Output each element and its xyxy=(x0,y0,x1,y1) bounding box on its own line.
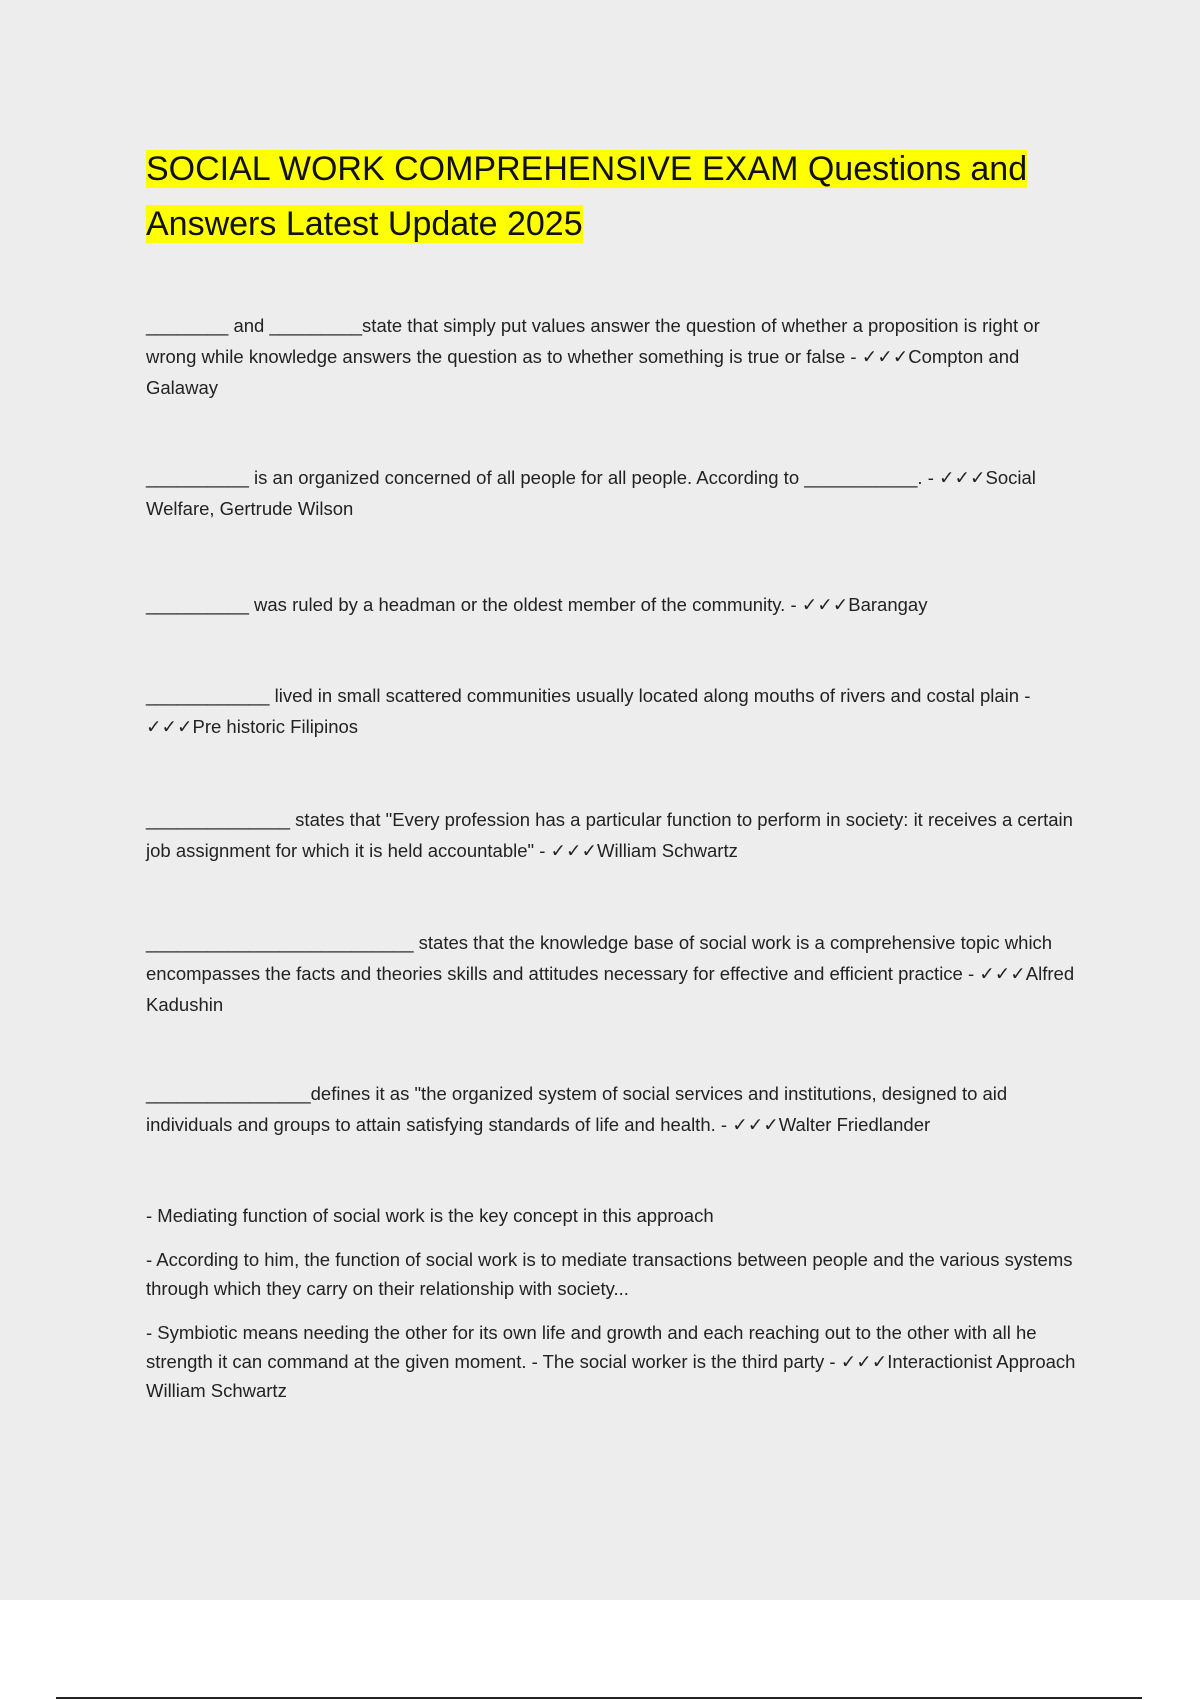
qa-item: ________________defines it as "the organized system of social services and institutions, designed to aid individuals and groups to attain satisfying standards of life and health. - ✓✓✓Walter Friedlander xyxy=(146,1083,1008,1135)
bullet-line: - Mediating function of social work is the key concept in this approach xyxy=(146,1205,714,1226)
qa-item: ____________ lived in small scattered communities usually located along mouths of rivers and costal plain - ✓✓✓Pre historic Filipinos xyxy=(146,685,1031,737)
title-line-1: SOCIAL WORK COMPREHENSIVE EXAM Questions and xyxy=(146,150,1028,188)
footer-divider xyxy=(56,1697,1142,1699)
bullet-line: - Symbiotic means needing the other for its own life and growth and each reaching out to the other with all he strength it can command at the given moment. - The social worker is the third party - ✓✓✓Interactionist Approach William Schwartz xyxy=(146,1322,1076,1401)
document-title xyxy=(146,142,1046,252)
qa-item: ______________ states that "Every profession has a particular function to perform in society: it receives a certain job assignment for which it is held accountable" - ✓✓✓William Schwartz xyxy=(146,809,1073,861)
qa-item: ________ and _________state that simply put values answer the question of whether a proposition is right or wrong while knowledge answers the question as to whether something is true or false - ✓✓✓Compton and Galaway xyxy=(146,315,1040,398)
qa-item-interactionist xyxy=(146,1201,1091,1420)
title-line-2: Answers Latest Update 2025 xyxy=(146,205,583,243)
bullet-line: - According to him, the function of social work is to mediate transactions between people and the various systems through which they carry on their relationship with society... xyxy=(146,1249,1073,1299)
qa-item: __________ was ruled by a headman or the oldest member of the community. - ✓✓✓Barangay xyxy=(146,594,928,615)
qa-item: __________ is an organized concerned of all people for all people. According to ___________. - ✓✓✓Social Welfare, Gertrude Wilson xyxy=(146,467,1036,519)
qa-item: __________________________ states that the knowledge base of social work is a comprehensive topic which encompasses the facts and theories skills and attitudes necessary for effective and efficient practice - ✓✓✓Alfred Kadushin xyxy=(146,932,1075,1015)
